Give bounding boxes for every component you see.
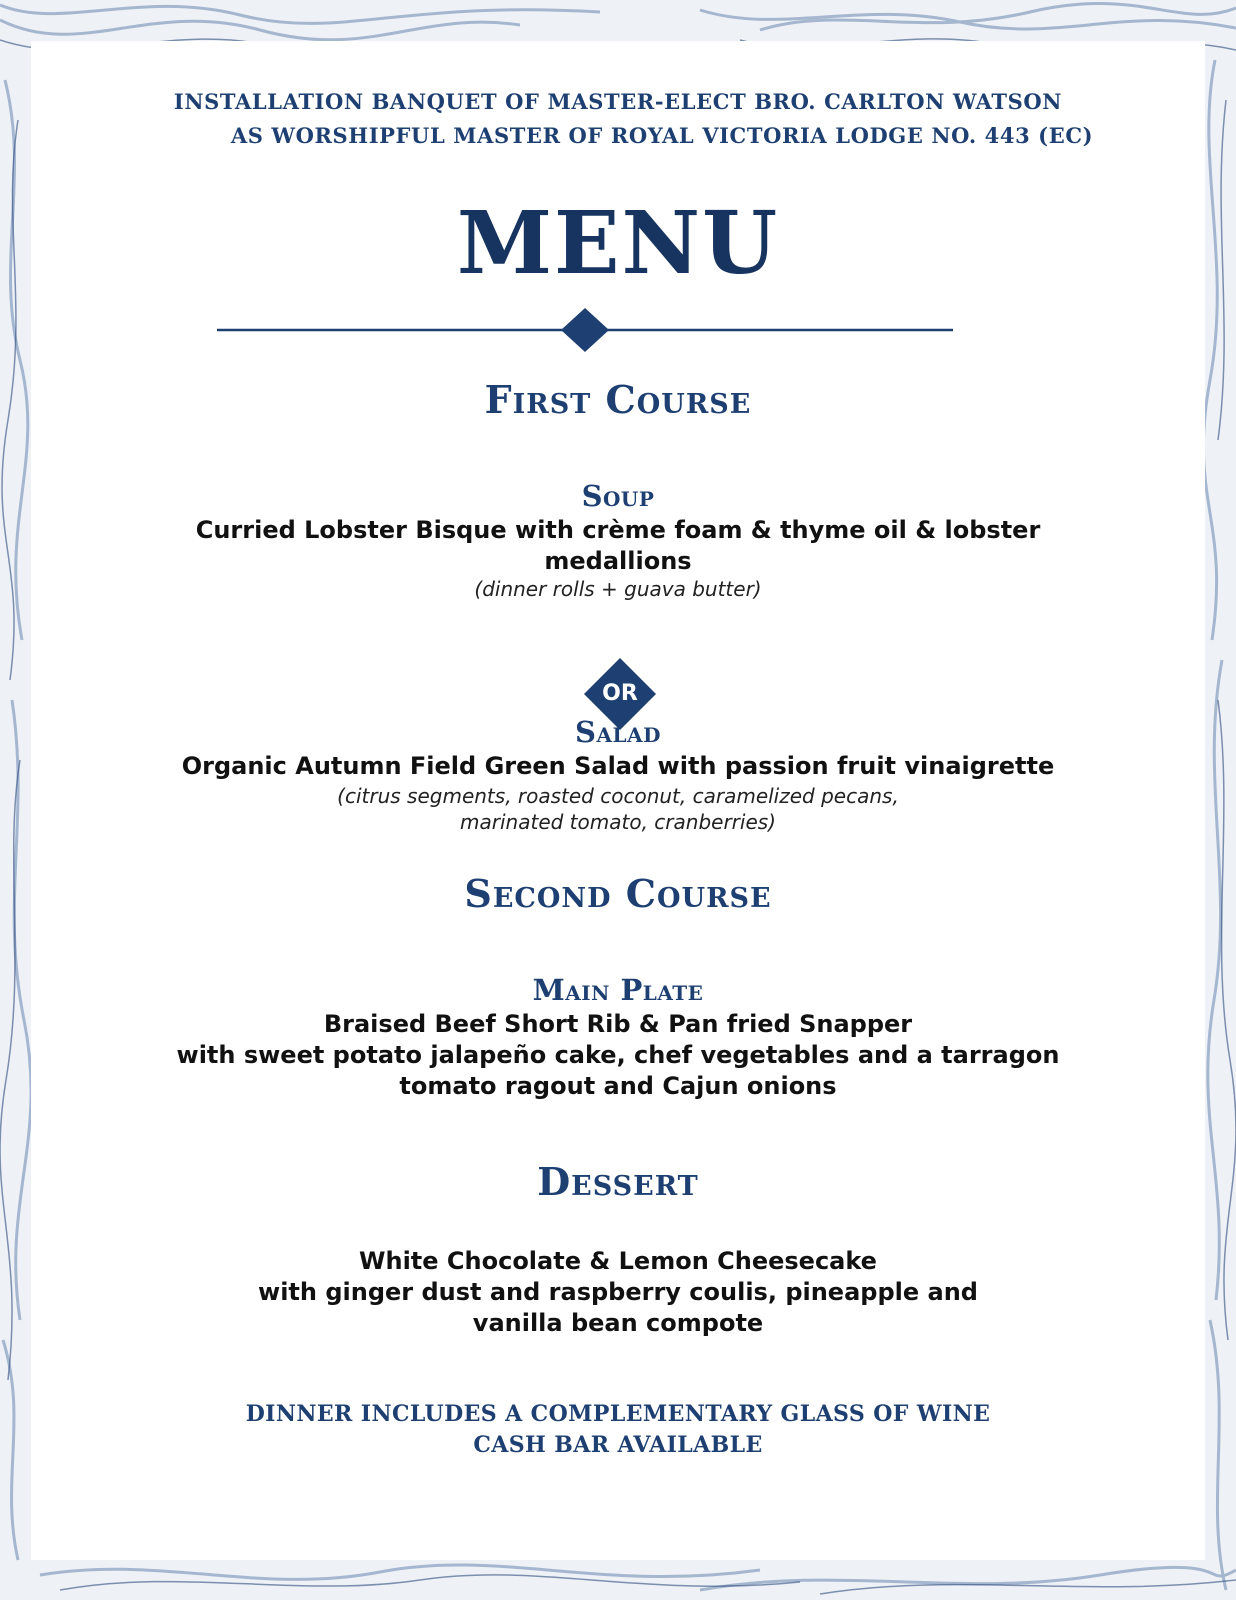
dessert-line-1: White Chocolate & Lemon Cheesecake [359, 1247, 877, 1275]
dessert-line-3: vanilla bean compote [472, 1309, 764, 1337]
main-plate-line-1: Braised Beef Short Rib & Pan fried Snapper [323, 1010, 913, 1038]
footer-cash-bar-note: CASH BAR AVAILABLE [473, 1432, 763, 1458]
footer-wine-note: DINNER INCLUDES A COMPLEMENTARY GLASS OF WINE [245, 1401, 991, 1427]
main-plate-line-3: tomato ragout and Cajun onions [399, 1072, 837, 1100]
main-plate-line-2: with sweet potato jalapeño cake, chef vegetables and a tarragon [176, 1041, 1060, 1069]
dessert-heading: Dessert [537, 1159, 699, 1204]
or-label: OR [602, 681, 638, 706]
first-course-heading: First Course [484, 377, 752, 422]
salad-heading: Salad [575, 715, 661, 749]
second-course-heading: Second Course [464, 871, 772, 916]
menu-title: MENU [456, 193, 780, 294]
main-plate-heading: Main Plate [532, 973, 704, 1007]
dessert-line-2: with ginger dust and raspberry coulis, pineapple and [258, 1278, 978, 1306]
event-title-line-2: AS WORSHIPFUL MASTER OF ROYAL VICTORIA LODGE NO. 443 (EC) [230, 123, 1094, 148]
soup-note: (dinner rolls + guava butter) [474, 577, 762, 601]
diamond-ornament-icon [561, 308, 609, 352]
title-divider [217, 306, 953, 358]
event-title-line-1: INSTALLATION BANQUET OF MASTER-ELECT BRO. CARLTON WATSON [173, 89, 1063, 114]
soup-description-line-1: Curried Lobster Bisque with crème foam & thyme oil & lobster [195, 516, 1041, 544]
salad-note-line-2: marinated tomato, cranberries) [460, 810, 776, 834]
soup-heading: Soup [581, 479, 655, 513]
salad-description: Organic Autumn Field Green Salad with passion fruit vinaigrette [181, 752, 1055, 780]
salad-note-line-1: (citrus segments, roasted coconut, caramelized pecans, [337, 784, 899, 808]
soup-description-line-2: medallions [544, 547, 692, 575]
menu-card [31, 41, 1205, 1560]
